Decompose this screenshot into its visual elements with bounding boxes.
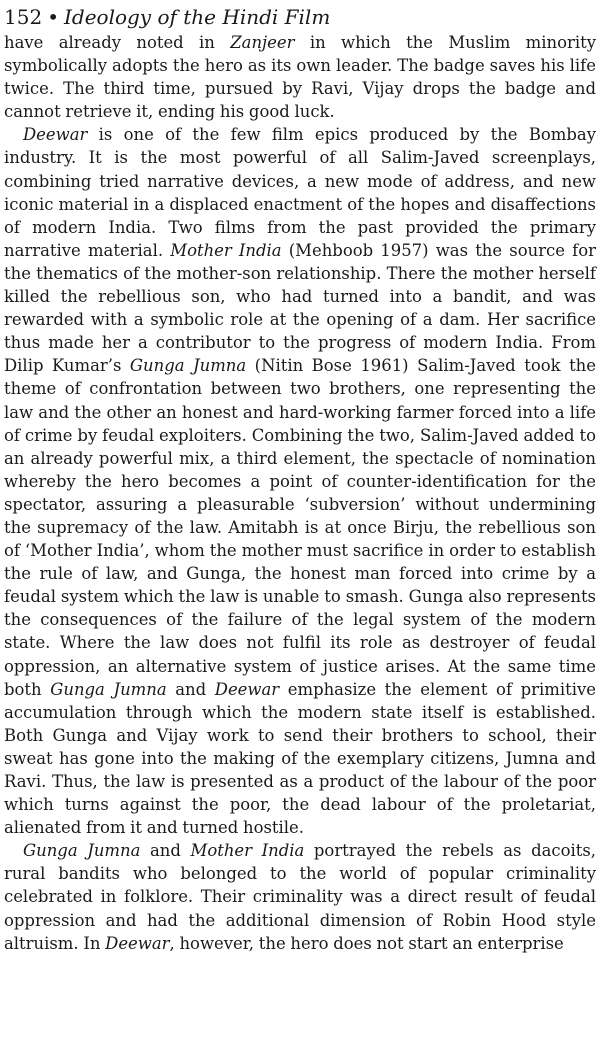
running-header <box>4 4 596 30</box>
text-run: portrayed the rebels as dacoits, rural bandits who belonged to the world of popular criminality celebrated in folklore. Their criminality was a direct result of feudal oppression and had the additional dimension of Robin Hood style altruism. In <box>4 841 597 953</box>
header-separator: • <box>47 5 59 29</box>
film-title: Mother India <box>190 841 305 861</box>
running-title: Ideology of the Hindi Film <box>63 5 331 29</box>
text-run: and <box>140 841 191 861</box>
film-title: Deewar <box>23 125 88 145</box>
text-run: is one of the few film epics produced by the Bombay industry. It is the most powerful of all Salim-Javed screenplays, combining tried narrative devices, a new mode of address, and new iconic material in a displaced enactment of the hopes and disaffections of modern India. Two films from the past provided the primary narrative material. <box>4 125 596 260</box>
text-run: (Nitin Bose 1961) Salim-Javed took the theme of confrontation between two brothers, one representing the law and the other an honest and hard-working farmer forced into a life of crime by feudal exploiters. Combining the two, Salim-Javed added to an already powerful mix, a third element, the spectacle of nomination whereby the hero becomes a point of counter-identification for the spectator, assuring a pleasurable ‘subversion’ without undermining the supremacy of the law. Amitabh is at once Birju, the rebellious son of ‘Mother India’, whom the mother must sacrifice in order to establish the rule of law, and Gunga, the honest man forced into crime by a feudal system which the law is unable to smash. Gunga also represents the consequences of the failure of the legal system of the modern state. Where the law does not fulfil its role as destroyer of feudal oppression, an alternative system of justice arises. At the same time both <box>4 356 596 699</box>
film-title: Gunga Jumna <box>129 356 247 376</box>
text-run: and <box>166 679 215 699</box>
text-run: in which the Muslim minority symbolically adopts the hero as its own leader. The badge saves his life twice. The third time, pursued by Ravi, Vijay drops the badge and cannot retrieve it, ending his good luck. <box>4 33 596 122</box>
text-run: , however, the hero does not start an enterprise <box>169 933 564 953</box>
film-title: Deewar <box>105 933 170 953</box>
text-run: (Mehboob 1957) was the source for the thematics of the mother-son relationship. There the mother herself killed the rebellious son, who had turned into a bandit, and was rewarded with a symbolic role at the opening of a dam. Her sacrifice thus made her a contributor to the progress of modern India. From Dilip Kumar’s <box>4 240 596 376</box>
body-text <box>4 31 596 955</box>
text-run: emphasize the element of primitive accumulation through which the modern state itself is established. Both Gunga and Vijay work to send their brothers to school, their sweat has gone into the making of the exemplary citizens, Jumna and Ravi. Thus, the law is presented as a product of the labour of the poor which turns against the poor, the dead labour of the proletariat, alienated from it and turned hostile. <box>4 679 596 838</box>
paragraph-1 <box>4 31 596 123</box>
paragraph-3 <box>4 839 596 954</box>
text-run: have already noted in <box>4 33 231 52</box>
film-title: Mother India <box>170 240 282 260</box>
paragraph-2 <box>4 123 596 839</box>
film-title: Gunga Jumna <box>50 679 167 699</box>
film-title: Gunga Jumna <box>23 841 141 861</box>
film-title: Deewar <box>214 679 280 699</box>
film-title: Zanjeer <box>230 33 295 52</box>
page-number: 152 <box>4 5 43 29</box>
